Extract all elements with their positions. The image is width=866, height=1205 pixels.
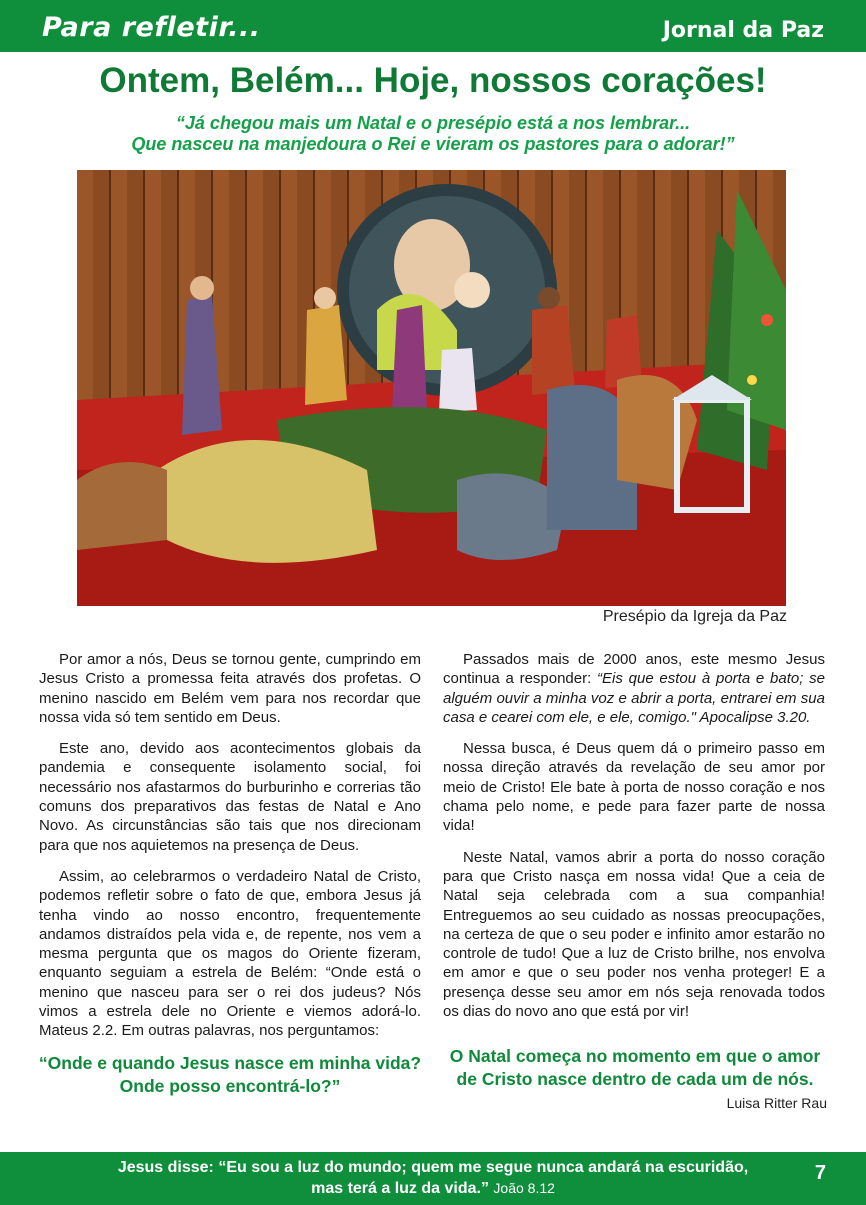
footer-line: Jesus disse: “Eu sou a luz do mundo; quem me segue nunca andará na escuridão,: [117, 1159, 749, 1176]
epigraph-line: Que nasceu na manjedoura o Rei e vieram os pastores para o adorar!”: [131, 134, 735, 154]
journal-name: Jornal da Paz: [662, 18, 824, 43]
top-banner: [0, 0, 866, 52]
epigraph-line: “Já chegou mais um Natal e o presépio está a nos lembrar...: [175, 113, 691, 133]
callout-line: Onde posso encontrá-lo?”: [119, 1076, 341, 1096]
footer-banner: [0, 1152, 866, 1205]
paragraph: Neste Natal, vamos abrir a porta do nosso coração para que Cristo nasça em nossa vida! Que a ceia de Natal seja celebrada com a sua companhia! Entreguemos ao seu cuidado as nossas preocupações, na certeza de que o seu poder e infinito amor estarão no controle de tudo! Que a luz de Cristo brilhe, nos envolva em amor e que o seu poder nos venha proteger! E a presença desse seu amor em nós seja renovada todos os dias do novo ano que está por vir!: [443, 848, 825, 1021]
photo-caption: Presépio da Igreja da Paz: [602, 608, 787, 625]
paragraph: Por amor a nós, Deus se tornou gente, cumprindo em Jesus Cristo a promessa feita através dos profetas. O menino nascido em Belém vem para nos recordar que nossa vida só tem sentido em Deus.: [39, 651, 421, 726]
paragraph: Assim, ao celebrarmos o verdadeiro Natal de Cristo, podemos refletir sobre o fato de que, embora Jesus já tenha vindo ao nosso encontro, frequentemente andamos distraídos pela vida e, de repente, nos vem a mesma pergunta que os magos do Oriente fizeram, enquanto seguiam a estrela de Belém: “Onde está o menino que nasceu para ser o rei dos judeus? Nós vimos a estrela dele no Oriente e viemos adorá-lo. Mateus 2.2. Em outras palavras, nos perguntamos:: [39, 867, 421, 1040]
nativity-scene-illustration: [77, 170, 786, 606]
bible-quote: “Eis que estou à porta e bato; se alguém ouvir a minha voz e abrir a porta, entrarei em sua casa e cearei com ele, e ele, comigo." Apocalipse 3.20.: [443, 670, 825, 726]
page-number: 7: [814, 1162, 826, 1184]
paragraph: [443, 650, 825, 727]
article-title: Ontem, Belém... Hoje, nossos corações!: [99, 61, 767, 100]
footer-reference: João 8.12: [493, 1180, 555, 1196]
callout-line: O Natal começa no momento em que o amor: [449, 1046, 821, 1066]
section-title: Para refletir...: [42, 12, 261, 43]
footer-line: [0, 1178, 866, 1199]
right-callout: [435, 1045, 835, 1091]
author: Luisa Ritter Rau: [726, 1095, 827, 1111]
callout-line: “Onde e quando Jesus nasce em minha vida?: [38, 1053, 422, 1073]
footer-quote: [0, 1157, 866, 1199]
right-column: [443, 650, 825, 1033]
callout-line: de Cristo nasce dentro de cada um de nós.: [456, 1069, 814, 1089]
left-callout: [30, 1052, 430, 1098]
epigraph: [0, 113, 866, 155]
nativity-photo: [77, 170, 786, 606]
paragraph: Este ano, devido aos acontecimentos globais da pandemia e consequente isolamento social, foi necessário nos afastarmos do burburinho e correrias tão comuns dos preparativos das festas de Natal e Ano Novo. As circunstâncias são tais que nos direcionam para que nos aquietemos na presença de Deus.: [39, 740, 421, 854]
paragraph-text: Passados mais de 2000 anos, este mesmo Jesus continua a responder:: [443, 651, 825, 688]
footer-line-text: mas terá a luz da vida.”: [311, 1180, 489, 1197]
left-column: [39, 650, 421, 1053]
paragraph: Nessa busca, é Deus quem dá o primeiro passo em nossa direção através da revelação de seu amor por meio de Cristo! Ele bate à porta de nosso coração e nos chama pelo nome, e pede para fazer parte de nossa vida!: [443, 740, 825, 835]
